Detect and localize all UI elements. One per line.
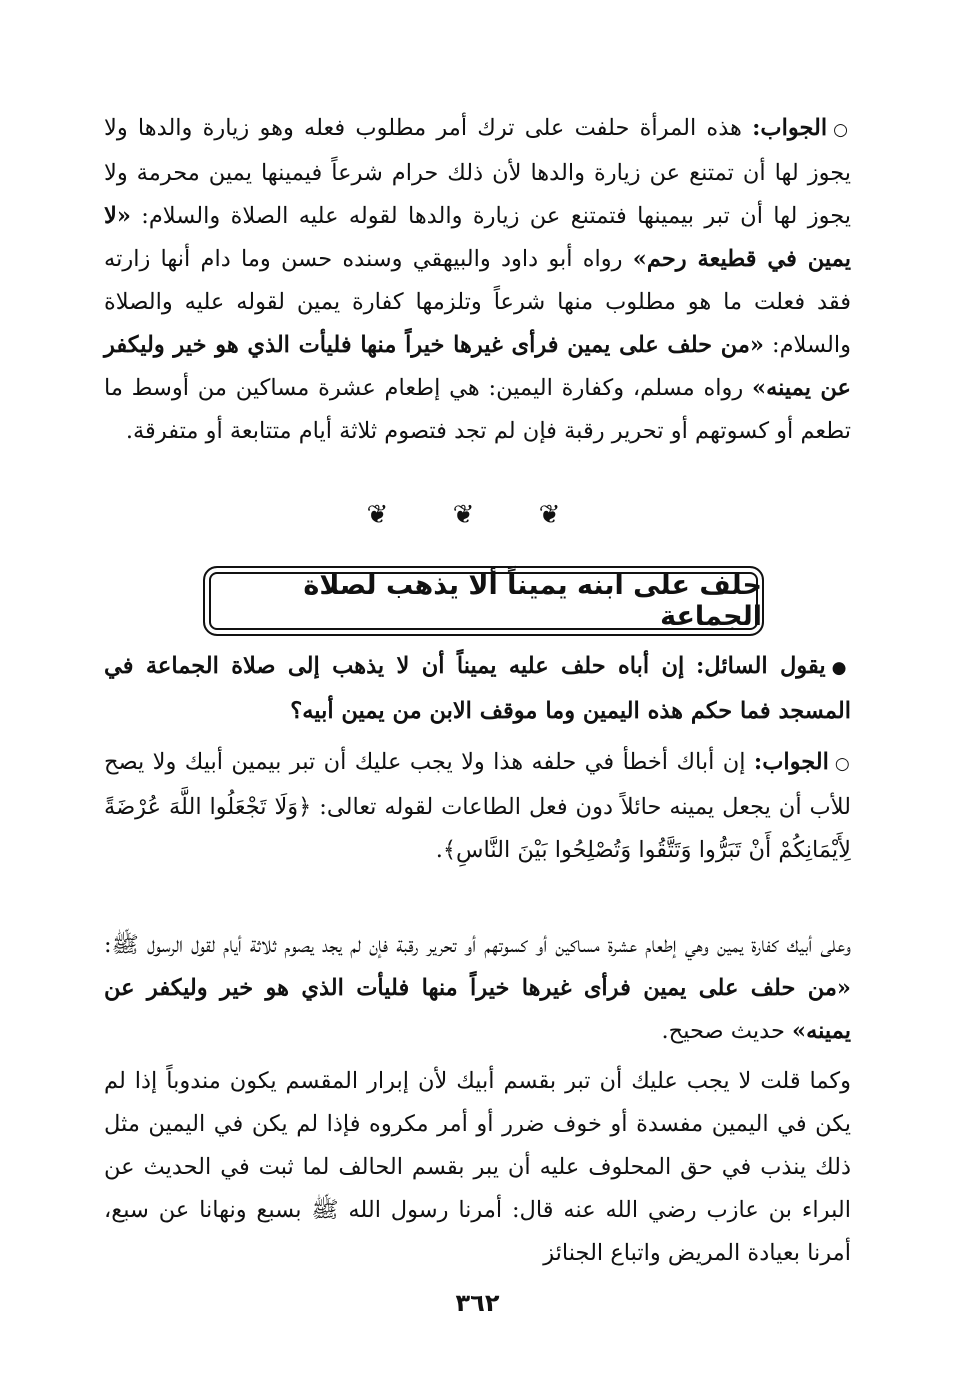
- question-paragraph: [104, 645, 851, 733]
- answer-label: الجواب:: [752, 115, 828, 141]
- section-heading: حلف على ابنه يميناً ألا يذهب لصلاة الجماعة: [203, 566, 764, 636]
- expiation-paragraph: [104, 924, 851, 1053]
- ornament-divider-icon: ❦ ❦ ❦: [366, 500, 589, 530]
- circle-marker-icon: ○: [833, 120, 851, 140]
- paragraph-text: وكما قلت لا يجب عليك أن تبر بقسم أبيك لأن إبرار المقسم يكون مندوباً إذا لم يكن في اليمين مفسدة أو خوف ضرر أو أمر مكروه فإذا لم يكن في اليمين مثل ذلك ينذب في حق المحلوف عليه أن يبر بقسم الحالف لما ثبت في الحديث عن البراء بن عازب رضي الله عنه قال: أمرنا رسول الله ﷺ بسبع ونهانا عن سبع، أمرنا بعيادة المريض واتباع الجنائز: [104, 1068, 851, 1266]
- answer-text: هذه المرأة حلفت على ترك أمر مطلوب فعله وهو زيارة والدها ولا يجوز لها أن تمتنع عن زيارة والدها لأن ذلك حرام شرعاً فيمينها يمين محرمة ولا يجوز لها أن تبر بيمينها فتمتنع عن زيارة والدها لقوله عليه الصلاة والسلام:: [104, 115, 851, 229]
- hadith-quote: «من حلف على يمين فرأى غيرها خيراً منها فليأت الذي هو خير وليكفر عن يمينه»: [104, 975, 851, 1044]
- question-text: إن أباه حلف عليه يميناً أن لا يذهب إلى صلاة الجماعة في المسجد فما حكم هذه اليمين وما موقف الابن من يمين أبيه؟: [104, 653, 851, 724]
- answer-paragraph-2: [104, 741, 851, 872]
- answer-label: الجواب:: [753, 749, 829, 775]
- page-number: ٣٦٢: [455, 1289, 500, 1317]
- answer-text: رواه أبو داود والبيهقي وسنده حسن وما دام أنها زارته فقد فعلت ما هو مطلوب منها شرعاً وتلزمها كفارة يمين لقوله عليه والصلاة والسلام:: [104, 246, 851, 358]
- oath-paragraph: [104, 1060, 851, 1275]
- paragraph-text: حديث صحيح.: [661, 1018, 785, 1044]
- answer-text: رواه مسلم، وكفارة اليمين: هي إطعام عشرة مساكين من أوسط ما تطعم أو كسوتهم أو تحرير رقبة فإن لم تجد فتصوم ثلاثة أيام متتابعة أو متفرقة.: [104, 375, 851, 444]
- answer-paragraph-1: [104, 107, 851, 453]
- circle-marker-icon: ○: [834, 754, 851, 774]
- paragraph-text: وعلى أبيك كفارة يمين وهي إطعام عشرة مساكين أو كسوتهم أو تحرير رقبة فإن لم يجد يصوم ثلاثة أيام لقول الرسول ﷺ:: [104, 932, 851, 958]
- quran-verse: ﴿وَلَا تَجْعَلُوا اللَّهَ عُرْضَةً لِأَيْمَانِكُمْ أَنْ تَبَرُّوا وَتَتَّقُوا وَتُصْلِحُوا بَيْنَ النَّاسِ﴾.: [104, 794, 851, 863]
- hadith-quote: «لا يمين في قطيعة رحم»: [104, 203, 851, 272]
- bullet-icon: ●: [831, 658, 851, 678]
- question-label: يقول السائل:: [696, 653, 826, 679]
- answer-text: إن أباك أخطأ في حلفه هذا ولا يجب عليك أن تبر بيمين أبيك ولا يصح للأب أن يجعل يمينه حائلاً دون فعل الطاعات لقوله تعالى:: [104, 749, 851, 820]
- hadith-quote: «من حلف على يمين فرأى غيرها خيراً منها فليأت الذي هو خير وليكفر عن يمينه»: [104, 332, 851, 401]
